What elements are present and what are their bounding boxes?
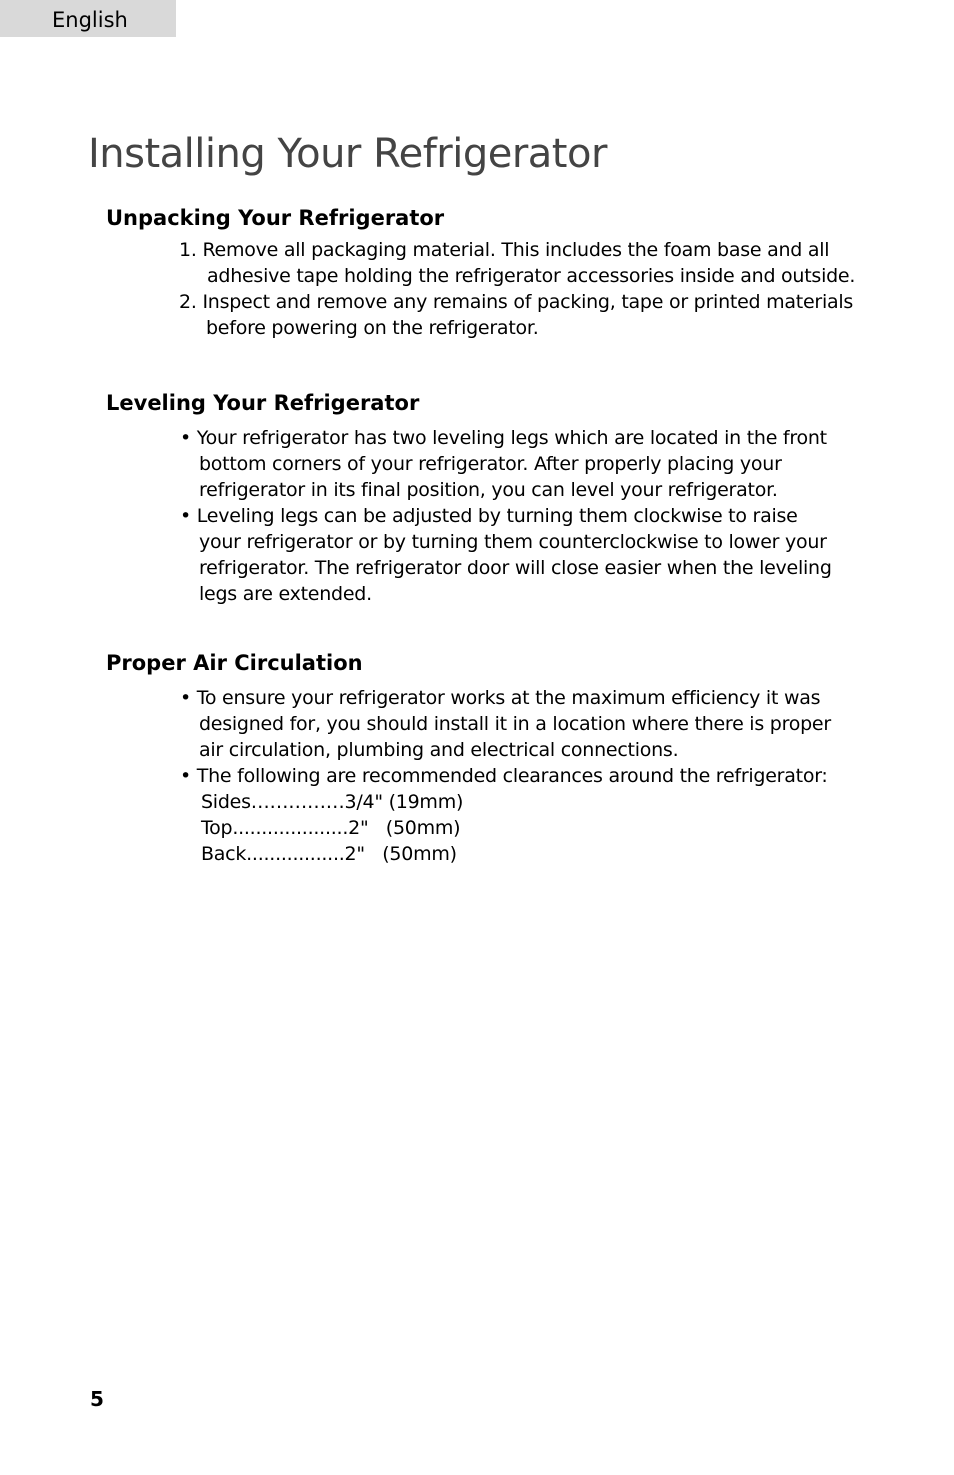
list-item-line: 2. Inspect and remove any remains of packing, tape or printed materials bbox=[179, 291, 854, 313]
list-marker: 1. bbox=[179, 239, 197, 261]
list-item-line: designed for, you should install it in a location where there is proper bbox=[199, 713, 831, 735]
list-item-line: legs are extended. bbox=[199, 583, 372, 605]
air-item-1 bbox=[180, 685, 831, 763]
unpacking-heading: Unpacking Your Refrigerator bbox=[106, 206, 445, 230]
language-tab: English bbox=[0, 0, 176, 37]
list-item-line: air circulation, plumbing and electrical connections. bbox=[199, 739, 679, 761]
list-item-line: your refrigerator or by turning them counterclockwise to lower your bbox=[199, 531, 827, 553]
list-item-line: • To ensure your refrigerator works at the maximum efficiency it was bbox=[180, 687, 821, 709]
list-marker: 2. bbox=[179, 291, 197, 313]
list-item-line: • Your refrigerator has two leveling legs which are located in the front bbox=[180, 427, 827, 449]
unpacking-item-1 bbox=[179, 237, 855, 289]
list-item-line: adhesive tape holding the refrigerator accessories inside and outside. bbox=[207, 265, 856, 287]
clearance-top: Top....................2" (50mm) bbox=[201, 817, 461, 839]
list-item-line: • Leveling legs can be adjusted by turning them clockwise to raise bbox=[180, 505, 798, 527]
list-item-line: 1. Remove all packaging material. This includes the foam base and all bbox=[179, 239, 830, 261]
page-number: 5 bbox=[90, 1387, 104, 1411]
leveling-heading: Leveling Your Refrigerator bbox=[106, 391, 420, 415]
air-circulation-heading: Proper Air Circulation bbox=[106, 651, 363, 675]
bullet-marker: • bbox=[180, 687, 191, 709]
bullet-marker: • bbox=[180, 765, 191, 787]
list-item-line: refrigerator. The refrigerator door will close easier when the leveling bbox=[199, 557, 832, 579]
unpacking-item-2 bbox=[179, 289, 853, 341]
list-item-line: bottom corners of your refrigerator. After properly placing your bbox=[199, 453, 782, 475]
leveling-item-1 bbox=[180, 425, 827, 503]
page-title: Installing Your Refrigerator bbox=[88, 131, 607, 177]
leveling-item-2 bbox=[180, 503, 832, 607]
bullet-marker: • bbox=[180, 505, 191, 527]
clearance-back: Back.................2" (50mm) bbox=[201, 843, 457, 865]
list-item-line: refrigerator in its final position, you can level your refrigerator. bbox=[199, 479, 778, 501]
air-item-2 bbox=[180, 763, 828, 867]
list-item-line: before powering on the refrigerator. bbox=[206, 317, 539, 339]
bullet-marker: • bbox=[180, 427, 191, 449]
list-item-line: • The following are recommended clearances around the refrigerator: bbox=[180, 765, 828, 787]
clearance-sides: Sides……………3/4" (19mm) bbox=[201, 791, 464, 813]
